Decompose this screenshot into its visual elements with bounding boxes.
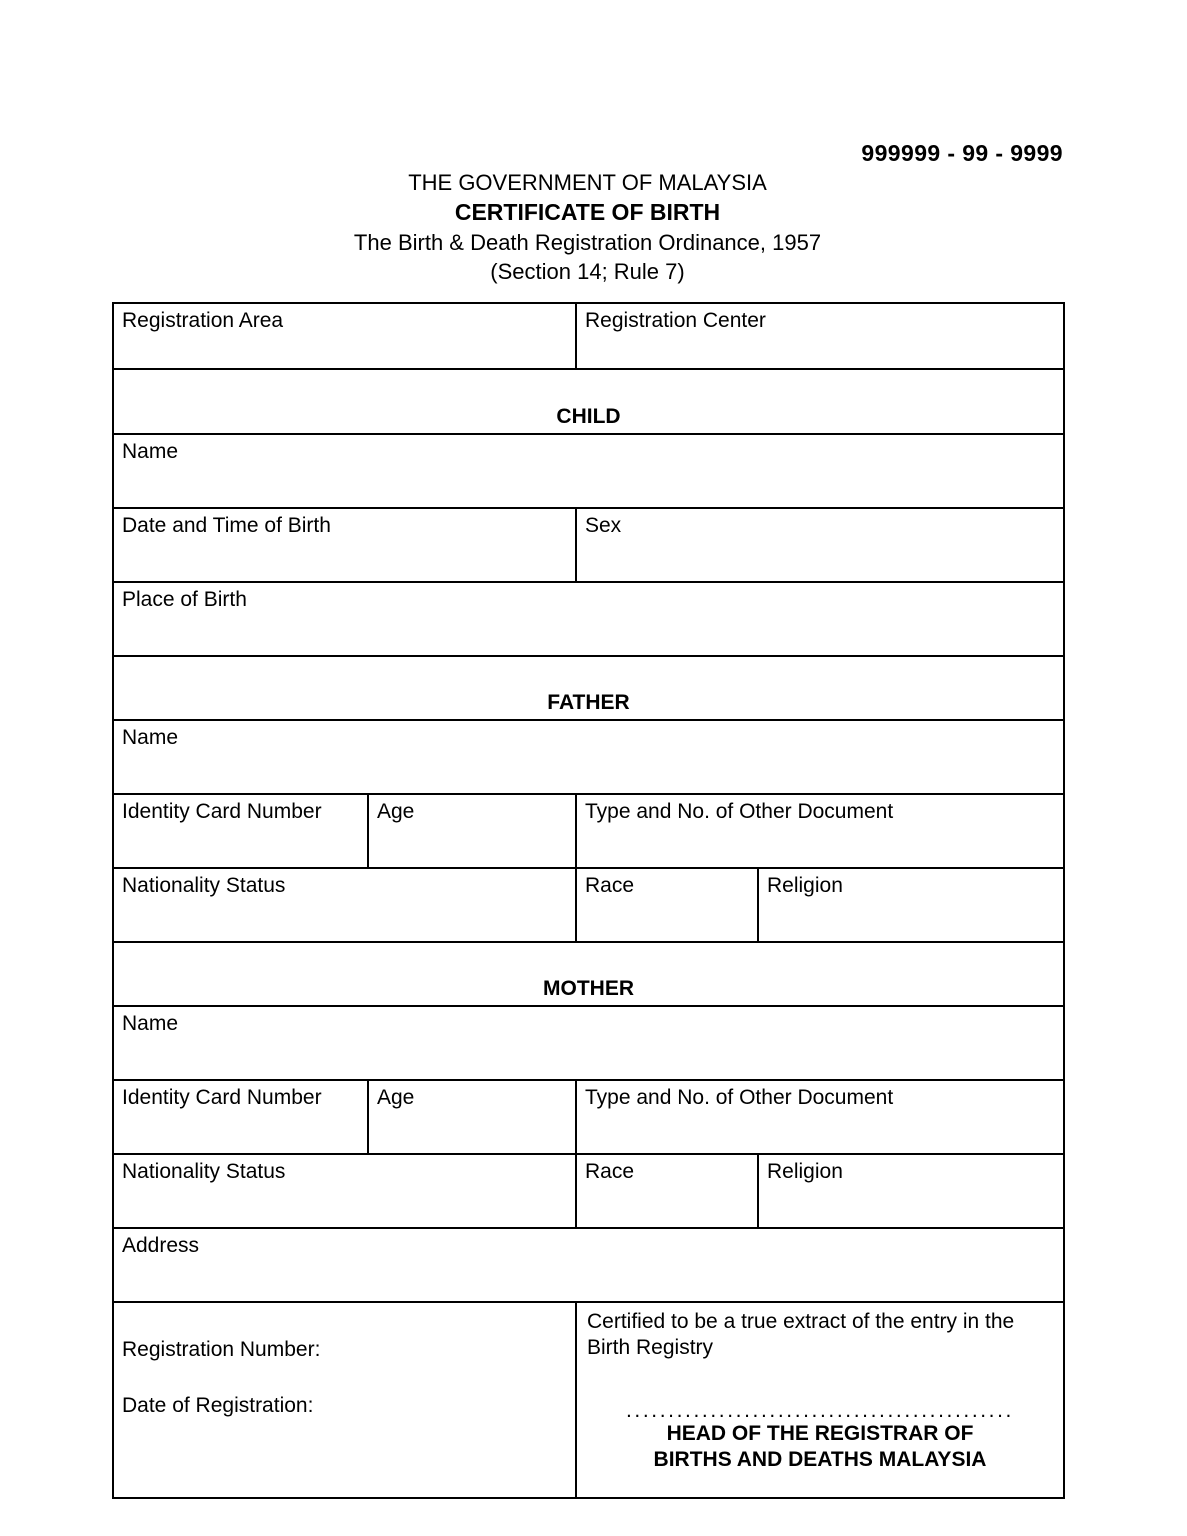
heading-line-title: CERTIFICATE OF BIRTH bbox=[454, 199, 721, 225]
cell-father-age: Age bbox=[368, 794, 576, 868]
cell-child-name: Name bbox=[113, 434, 1064, 508]
signatory-title-line2: BIRTHS AND DEATHS MALAYSIA bbox=[653, 1448, 987, 1471]
registration-number-label: Registration Number: bbox=[122, 1338, 321, 1361]
section-header-mother: MOTHER bbox=[113, 942, 1064, 1006]
section-header-father: FATHER bbox=[113, 656, 1064, 720]
cell-mother-other-document: Type and No. of Other Document bbox=[576, 1080, 1064, 1154]
table-row-mother-ic-age-doc bbox=[113, 1080, 1064, 1154]
table-row-child-header bbox=[113, 369, 1064, 434]
cell-father-nationality-status: Nationality Status bbox=[113, 868, 576, 942]
serial-number: 999999 - 99 - 9999 bbox=[861, 140, 1063, 166]
cell-mother-name: Name bbox=[113, 1006, 1064, 1080]
cell-father-other-document: Type and No. of Other Document bbox=[576, 794, 1064, 868]
cell-address: Address bbox=[113, 1228, 1064, 1302]
table-row-father-name bbox=[113, 720, 1064, 794]
table-row-mother-name bbox=[113, 1006, 1064, 1080]
document-heading bbox=[112, 168, 1063, 286]
cell-mother-nationality-status: Nationality Status bbox=[113, 1154, 576, 1228]
table-row-father-header bbox=[113, 656, 1064, 720]
table-row-footer bbox=[113, 1302, 1064, 1498]
certificate-table bbox=[112, 302, 1065, 1499]
cell-father-name: Name bbox=[113, 720, 1064, 794]
heading-line-government: THE GOVERNMENT OF MALAYSIA bbox=[408, 170, 767, 195]
table-row-father-nationality-race-religion bbox=[113, 868, 1064, 942]
table-row-child-name bbox=[113, 434, 1064, 508]
section-header-child: CHILD bbox=[113, 369, 1064, 434]
table-row-registration bbox=[113, 303, 1064, 369]
cell-father-religion: Religion bbox=[758, 868, 1064, 942]
table-row-mother-nationality-race-religion bbox=[113, 1154, 1064, 1228]
table-row-child-dob-sex bbox=[113, 508, 1064, 582]
cell-child-place-of-birth: Place of Birth bbox=[113, 582, 1064, 656]
signatory-title-line1: HEAD OF THE REGISTRAR OF bbox=[666, 1422, 974, 1445]
cell-mother-race: Race bbox=[576, 1154, 758, 1228]
heading-line-ordinance: The Birth & Death Registration Ordinance, 1957 bbox=[353, 230, 822, 255]
cell-father-race: Race bbox=[576, 868, 758, 942]
cell-mother-age: Age bbox=[368, 1080, 576, 1154]
cell-mother-identity-card-number: Identity Card Number bbox=[113, 1080, 368, 1154]
certification-text: Certified to be a true extract of the entry in the Birth Registry bbox=[587, 1310, 1015, 1359]
table-row-address bbox=[113, 1228, 1064, 1302]
table-row-child-place-of-birth bbox=[113, 582, 1064, 656]
cell-child-date-time-of-birth: Date and Time of Birth bbox=[113, 508, 576, 582]
signature-dotted-line: .............................................. bbox=[626, 1401, 1014, 1421]
cell-registration-area: Registration Area bbox=[113, 303, 576, 369]
cell-mother-religion: Religion bbox=[758, 1154, 1064, 1228]
heading-line-section: (Section 14; Rule 7) bbox=[490, 259, 685, 284]
cell-father-identity-card-number: Identity Card Number bbox=[113, 794, 368, 868]
table-row-mother-header bbox=[113, 942, 1064, 1006]
cell-registration-center: Registration Center bbox=[576, 303, 1064, 369]
cell-certification-signature bbox=[576, 1302, 1064, 1498]
table-row-father-ic-age-doc bbox=[113, 794, 1064, 868]
cell-child-sex: Sex bbox=[576, 508, 1064, 582]
date-of-registration-label: Date of Registration: bbox=[122, 1394, 314, 1417]
cell-registration-details bbox=[113, 1302, 576, 1498]
